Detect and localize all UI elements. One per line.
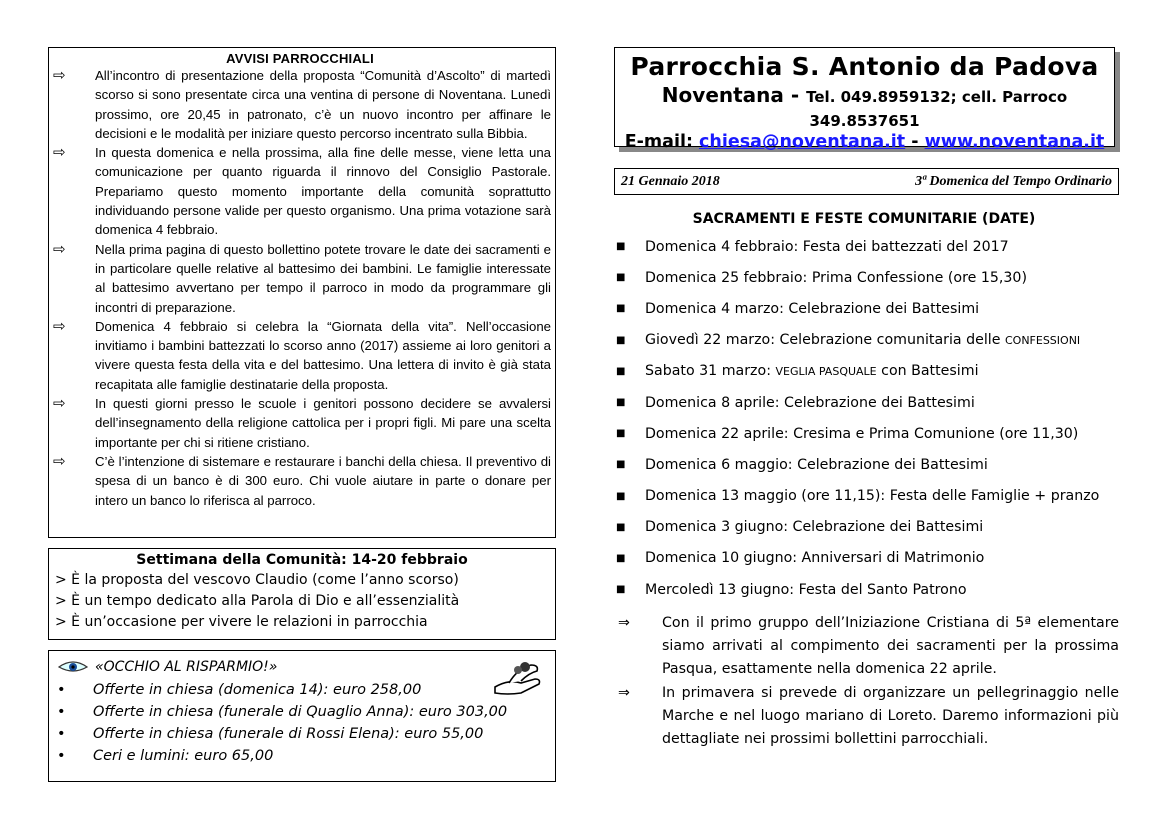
list-item: ■ Domenica 3 giugno: Celebrazione dei Battesimi [616,519,984,536]
avviso-item: ⇨ All’incontro di presentazione della proposta “Comunità d’Ascolto” di martedì scorso si sono presentate circa una ventina di persone di Noventana. Lunedì prossimo, ore 20,45 in patronato, c’è un nuovo incontro per affinare le decisioni e le modalità per iniziare questo percorso incentrato sulla Bibbia. [49,66,551,143]
contact-line: Noventana - Tel. 049.8959132; cell. Parroco 349.8537651 [661,83,1068,130]
list-item: ■ Domenica 4 marzo: Celebrazione dei Battesimi [616,300,980,317]
list-item: ■ Domenica 10 giugno: Anniversari di Matrimonio [616,550,985,567]
avviso-item: ⇨ C’è l’intenzione di sistemare e restaurare i banchi della chiesa. Il preventivo di spesa di un banco è di 300 euro. Chi vuole aiutare in parte o donare per intero un banco lo riferisca al parroco. [49,452,551,510]
avviso-item: ⇨ In questi giorni presso le scuole i genitori possono decidere se avvalersi dell’insegnamento della religione cattolica per i propri figli. Mi pare una scelta importante per chi si ritiene cristiano. [49,394,551,452]
occhio-title-row [55,655,549,679]
avvisi-title: AVVISI PARROCCHIALI [226,51,374,66]
offering-hands-icon [491,657,547,697]
arrow-icon: ⇨ [53,395,66,413]
email-link[interactable]: chiesa@noventana.it [699,132,906,152]
list-item: ■ Mercoledì 13 giugno: Festa del Santo Patrono [616,581,967,598]
settimana-line: > È la proposta del vescovo Claudio (come l’anno scorso) [55,572,459,588]
masthead [614,47,1115,152]
list-item: ■ Giovedì 22 marzo: Celebrazione comunitaria delle CONFESSIONI [616,332,1081,349]
occhio-item: • Offerte in chiesa (funerale di Quaglio Anna): euro 303,00 [57,704,508,720]
notes [614,612,1119,752]
occhio-item: • Ceri e lumini: euro 65,00 [57,748,274,764]
arrow-icon: ⇒ [618,615,630,631]
liturgical-sunday: 3ª Domenica del Tempo Ordinario [915,173,1112,189]
issue-date: 21 Gennaio 2018 [621,173,720,189]
arrow-icon: ⇨ [53,452,66,470]
list-item: ■ Domenica 13 maggio (ore 11,15): Festa delle Famiglie + pranzo [616,488,1100,505]
note-item: ⇒ In primavera si prevede di organizzare un pellegrinaggio nelle Marche e nel luogo mariano di Loreto. Daremo informazioni più dettagliate nei prossimi bollettini parrocchiali. [614,682,1119,751]
occhio-title: «OCCHIO AL RISPARMIO!» [95,659,278,675]
avvisi-box [48,47,556,538]
occhio-item: • Offerte in chiesa (domenica 14): euro 258,00 [57,682,422,698]
email-line: E-mail: chiesa@noventana.it - www.noventana.it [624,132,1105,152]
list-item: ■ Domenica 8 aprile: Celebrazione dei Battesimi [616,394,975,411]
arrow-icon: ⇨ [53,317,66,335]
arrow-icon: ⇨ [53,144,66,162]
settimana-line: > È un tempo dedicato alla Parola di Dio e all’essenzialità [55,593,460,609]
note-item: ⇒ Con il primo gruppo dell’Iniziazione Cristiana di 5ª elementare siamo arrivati al compimento dei sacramenti per la prossima Pasqua, esattamente nella domenica 22 aprile. [614,612,1119,681]
avviso-item: ⇨ Nella prima pagina di questo bollettino potete trovare le date dei sacramenti e in particolare quelle relative al battesimo dei bambini. Le famiglie interessate al battesimo avvertano per tempo il parroco in modo da programmare gli incontri di preparazione. [49,240,551,317]
arrow-icon: ⇒ [618,685,630,701]
settimana-box [48,548,556,640]
avviso-item: ⇨ In questa domenica e nella prossima, alla fine delle messe, viene letta una comunicazione per quanto riguarda il rinnovo del Consiglio Pastorale. Prepariamo questo momento importante della comunità soprattutto individuando persone valide per questo organismo. Una prima votazione sarà domenica 4 febbraio. [49,143,551,239]
settimana-line: > È un’occasione per vivere le relazioni in parrocchia [55,614,428,630]
list-item: ■ Domenica 25 febbraio: Prima Confessione (ore 15,30) [616,269,1027,286]
arrow-icon: ⇨ [53,67,66,84]
occhio-item: • Offerte in chiesa (funerale di Rossi Elena): euro 55,00 [57,726,484,742]
eye-icon [57,659,89,675]
website-link[interactable]: www.noventana.it [924,132,1105,152]
arrow-icon: ⇨ [53,240,66,258]
settimana-title: Settimana della Comunità: 14-20 febbraio [136,552,468,568]
list-item: ■ Domenica 4 febbraio: Festa dei battezzati del 2017 [616,238,1009,255]
list-item: ■ Sabato 31 marzo: VEGLIA PASQUALE con Battesimi [616,363,979,380]
list-item: ■ Domenica 22 aprile: Cresima e Prima Comunione (ore 11,30) [616,425,1079,442]
sacramenti-title: SACRAMENTI E FESTE COMUNITARIE (DATE) [692,211,1036,227]
parish-name: Parrocchia S. Antonio da Padova [630,52,1099,81]
sacramenti-list [614,231,1124,605]
avviso-item: ⇨ Domenica 4 febbraio si celebra la “Giornata della vita”. Nell’occasione invitiamo i bambini battezzati lo scorso anno (2017) assieme ai loro genitori a vivere questa festa della vita e del battesimo. Una lettera di invito è già stata recapitata alle famiglie destinatarie della proposta. [49,317,551,394]
date-bar [614,168,1119,195]
occhio-box [48,650,556,782]
list-item: ■ Domenica 6 maggio: Celebrazione dei Battesimi [616,456,988,473]
